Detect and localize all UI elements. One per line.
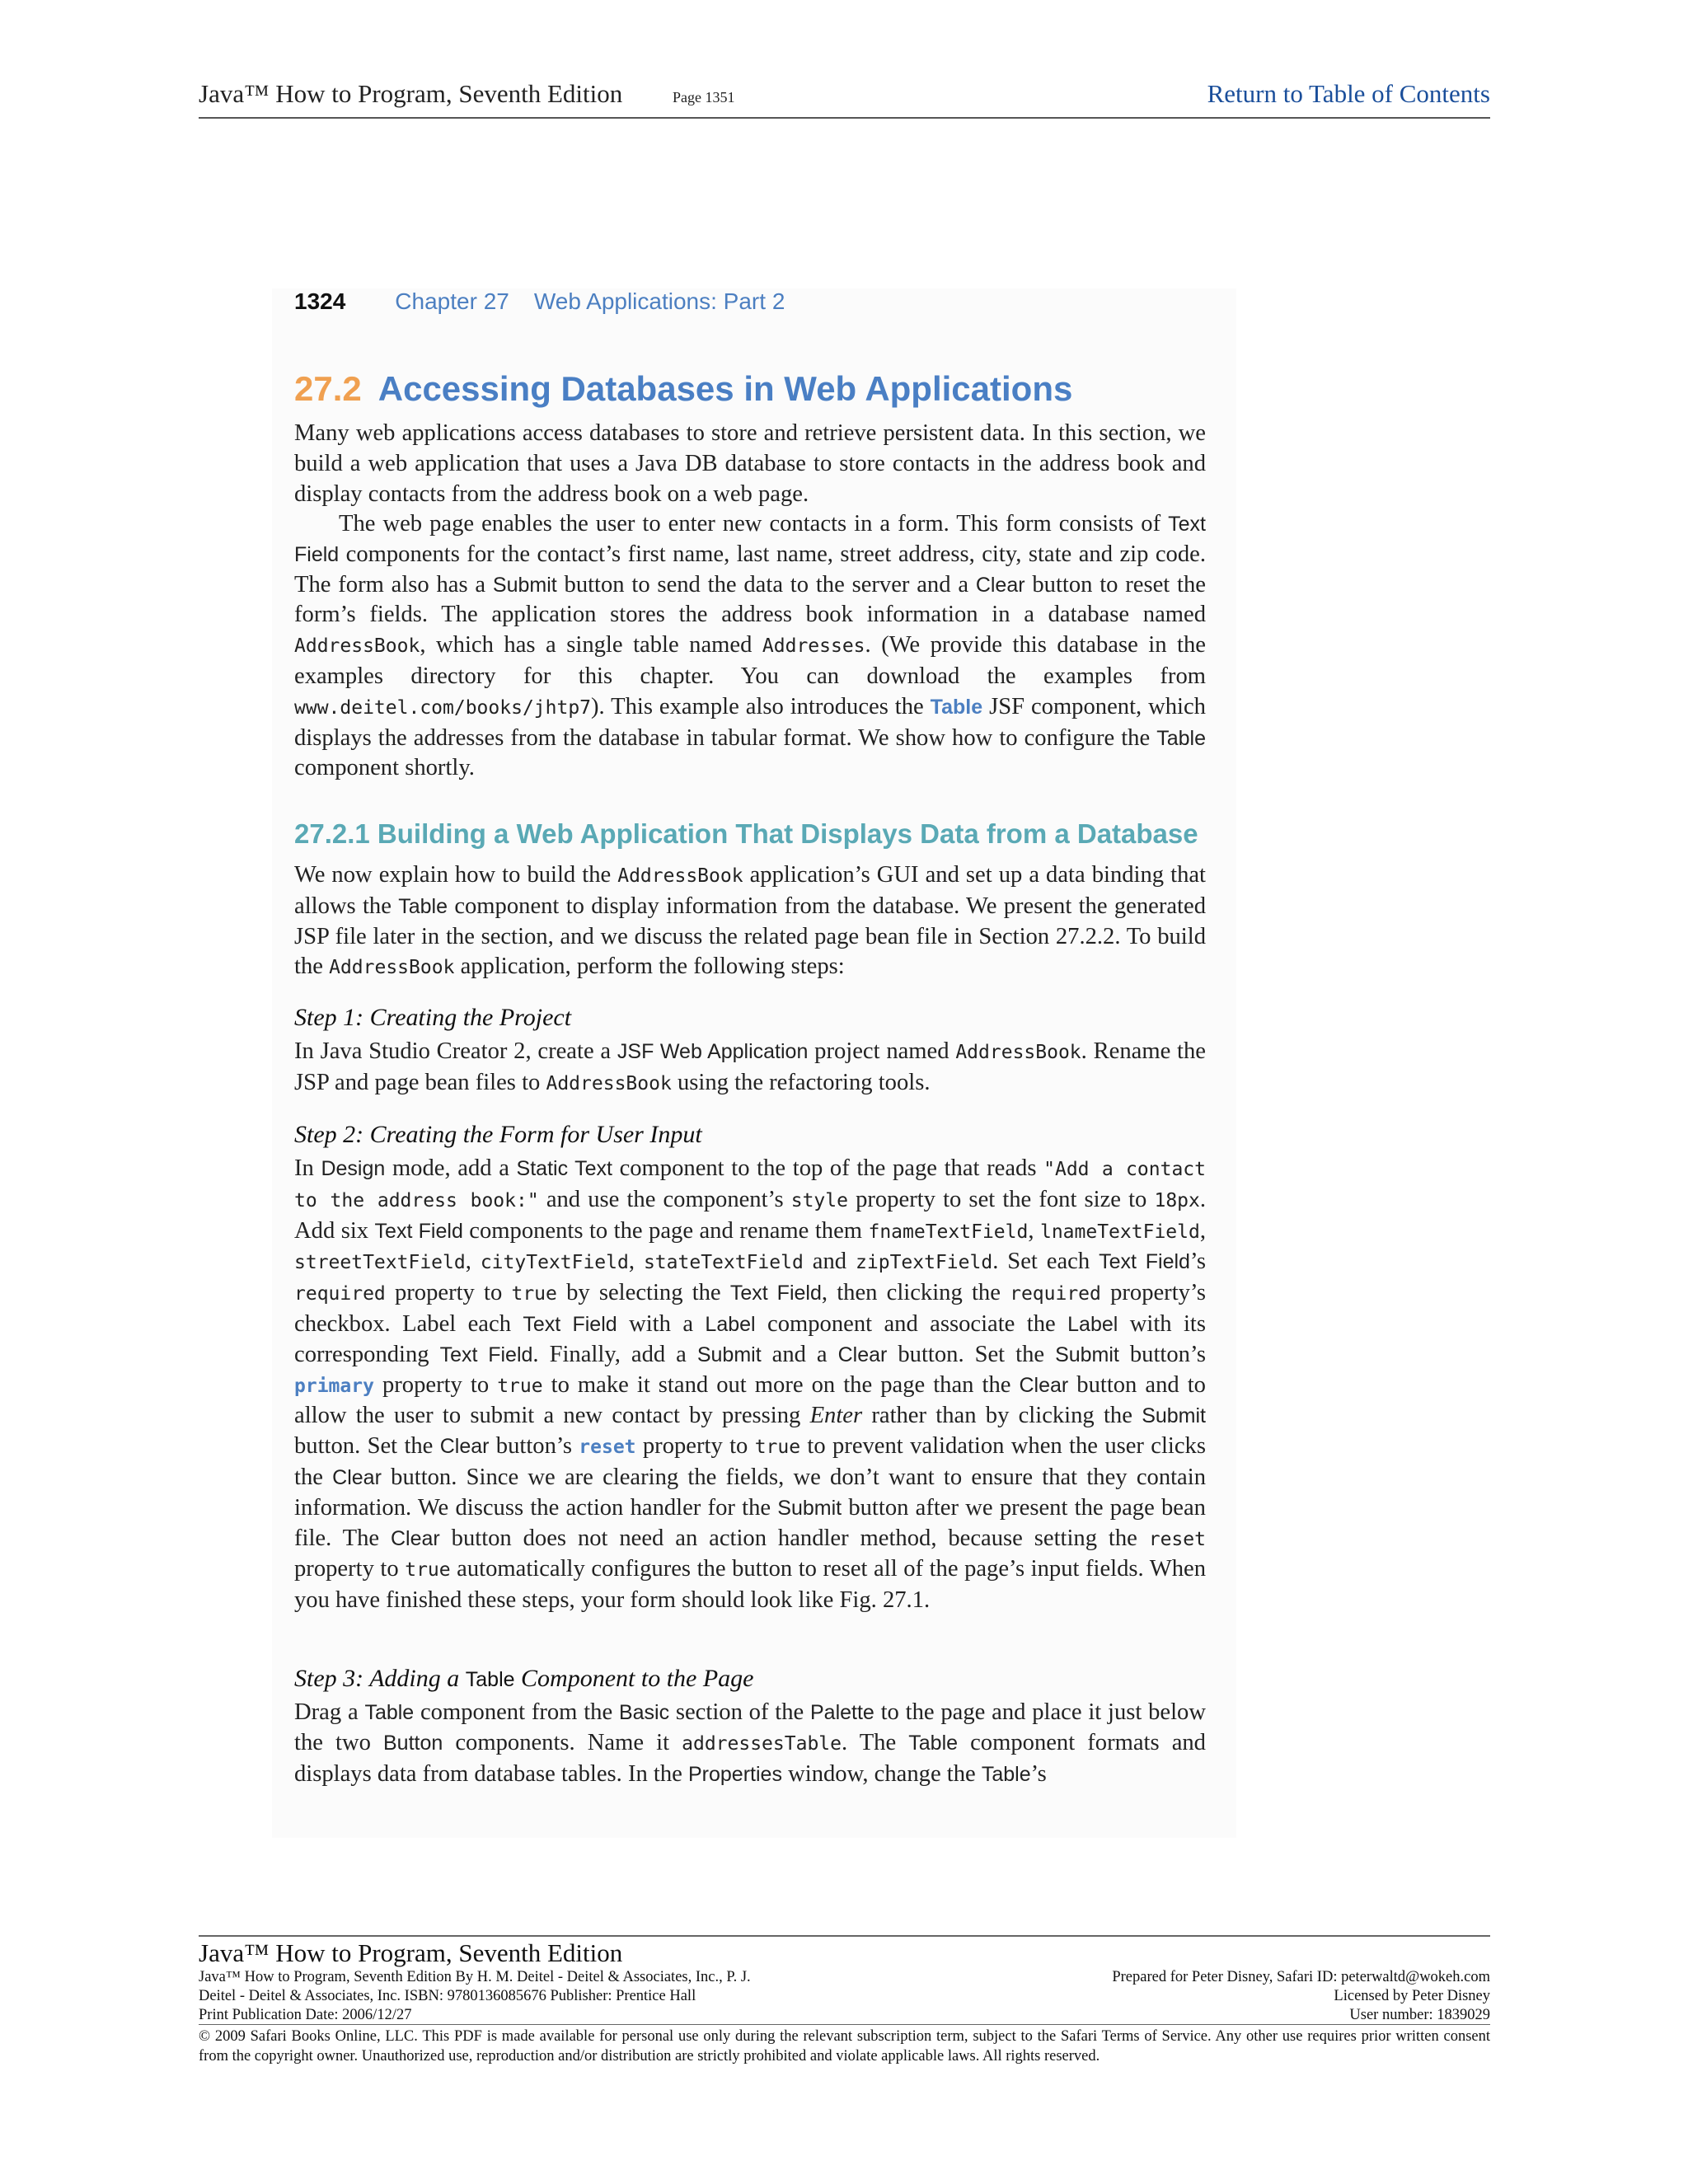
section-heading bbox=[294, 369, 1072, 409]
footer-copyright: © 2009 Safari Books Online, LLC. This PDF is made available for personal use only during the relevant subscription term, subject to the Safari Terms of Service. Any other use requires prior written consent from the copyright owner. Unauthorized use, reproduction and/or distribution are strictly prohibited and violate applicable laws. All rights reserved. bbox=[199, 2028, 1490, 2064]
step2-paragraph: In Design mode, add a Static Text component to the top of the page that reads "Add a contact to the address book:" and use the component’s style property to set the font size to 18px. Add six Text Field components to the page and rename them fnameTextField, lnameTextField, streetTextField, cityTextField, stateTextField and zipTextField. Set each Text Field’s required property to true by selecting the Text Field, then clicking the required property’s checkbox. Label each Text Field with a Label component and associate the Label with its corresponding Text Field. Finally, add a Submit and a Clear button. Set the Submit button’s primary property to true to make it stand out more on the page than the Clear button and to allow the user to submit a new contact by pressing Enter rather than by clicking the Submit button. Set the Clear button’s reset property to true to prevent validation when the user clicks the Clear button. Since we are clearing the fields, we don’t want to ensure that they contain information. We discuss the action handler for the Submit button after we present the page bean file. The Clear button does not need an action handler method, because setting the reset property to true automatically configures the button to reset all of the page’s input fields. When you have finished these steps, your form should look like Fig. 27.1. bbox=[294, 1155, 1207, 1614]
footer-pub-date: Print Publication Date: 2006/12/27 bbox=[199, 2007, 412, 2023]
footer-isbn: Deitel - Deitel & Associates, Inc. ISBN: 9780136085676 Publisher: Prentice Hall bbox=[199, 1988, 696, 2004]
step3-heading bbox=[294, 1665, 753, 1693]
toc-link[interactable]: Return to Table of Contents bbox=[1207, 79, 1490, 108]
footer-rule-2 bbox=[199, 2024, 1490, 2025]
running-header bbox=[199, 76, 1490, 119]
chapter-label: Chapter 27 bbox=[395, 288, 509, 314]
section-number: 27.2 bbox=[294, 369, 362, 408]
footer-rule bbox=[199, 1935, 1490, 1937]
form-description-paragraph: The web page enables the user to enter new contacts in a form. This form consists of Text Field components for the contact’s first name, last name, street address, city, state and zip code. The form also has a Submit button to send the data to the server and a Clear button to reset the form’s fields. The application stores the address book information in a database named AddressBook, which has a single table named Addresses. (We provide this database in the examples directory for this chapter. You can download the examples from www.deitel.com/books/jhtp7). This example also introduces the Table JSF component, which displays the addresses from the database in tabular format. We show how to configure the Table component shortly. bbox=[294, 511, 1206, 781]
step1-heading: Step 1: Creating the Project bbox=[294, 1004, 572, 1031]
step1-paragraph: In Java Studio Creator 2, create a JSF Web Application project named AddressBook. Rename the JSP and page bean files to AddressBook using the refactoring tools. bbox=[294, 1038, 1206, 1095]
footer-user-number: User number: 1839029 bbox=[1349, 2007, 1490, 2023]
section-title: Accessing Databases in Web Applications bbox=[377, 369, 1073, 408]
footer-line-2 bbox=[199, 1988, 1490, 2005]
chapter-title: Web Applications: Part 2 bbox=[533, 288, 785, 314]
chapter-header bbox=[294, 288, 785, 315]
footer-line-3 bbox=[199, 2007, 1490, 2024]
step3-heading-pre: Step 3: Adding a bbox=[294, 1665, 466, 1692]
step3-heading-post: Component to the Page bbox=[514, 1665, 754, 1692]
header-book-title: Java™ How to Program, Seventh Edition bbox=[199, 79, 623, 108]
intro-paragraph: Many web applications access databases to store and retrieve persistent data. In this section, we build a web application that uses a Java DB database to store contacts in the address book and display contacts from the address book on a web page. bbox=[294, 420, 1206, 507]
subsection-intro-paragraph: We now explain how to build the AddressBook application’s GUI and set up a data binding that allows the Table component to display information from the database. We present the generated JSP file later in the section, and we discuss the related page bean file in Section 27.2.2. To build the AddressBook application, perform the following steps: bbox=[294, 862, 1206, 980]
step3-paragraph: Drag a Table component from the Basic section of the Palette to the page and place it just below the two Button components. Name it addressesTable. The Table component formats and displays data from database tables. In the Properties window, change the Table’s bbox=[294, 1699, 1206, 1787]
footer-book-credit: Java™ How to Program, Seventh Edition By H. M. Deitel - Deitel & Associates, Inc., P. J. bbox=[199, 1969, 751, 1985]
footer-line-1 bbox=[199, 1969, 1490, 1986]
footer-licensed-by: Licensed by Peter Disney bbox=[1334, 1988, 1490, 2004]
page-number: 1324 bbox=[294, 288, 346, 314]
step2-heading: Step 2: Creating the Form for User Input bbox=[294, 1121, 702, 1148]
header-page-label: Page 1351 bbox=[673, 89, 735, 105]
step3-heading-ui: Table bbox=[465, 1668, 515, 1691]
footer-title: Java™ How to Program, Seventh Edition bbox=[199, 1938, 623, 1967]
footer-prepared-for: Prepared for Peter Disney, Safari ID: peterwaltd@wokeh.com bbox=[1112, 1969, 1490, 1985]
subsection-heading: 27.2.1 Building a Web Application That Displays Data from a Database bbox=[294, 818, 1198, 849]
